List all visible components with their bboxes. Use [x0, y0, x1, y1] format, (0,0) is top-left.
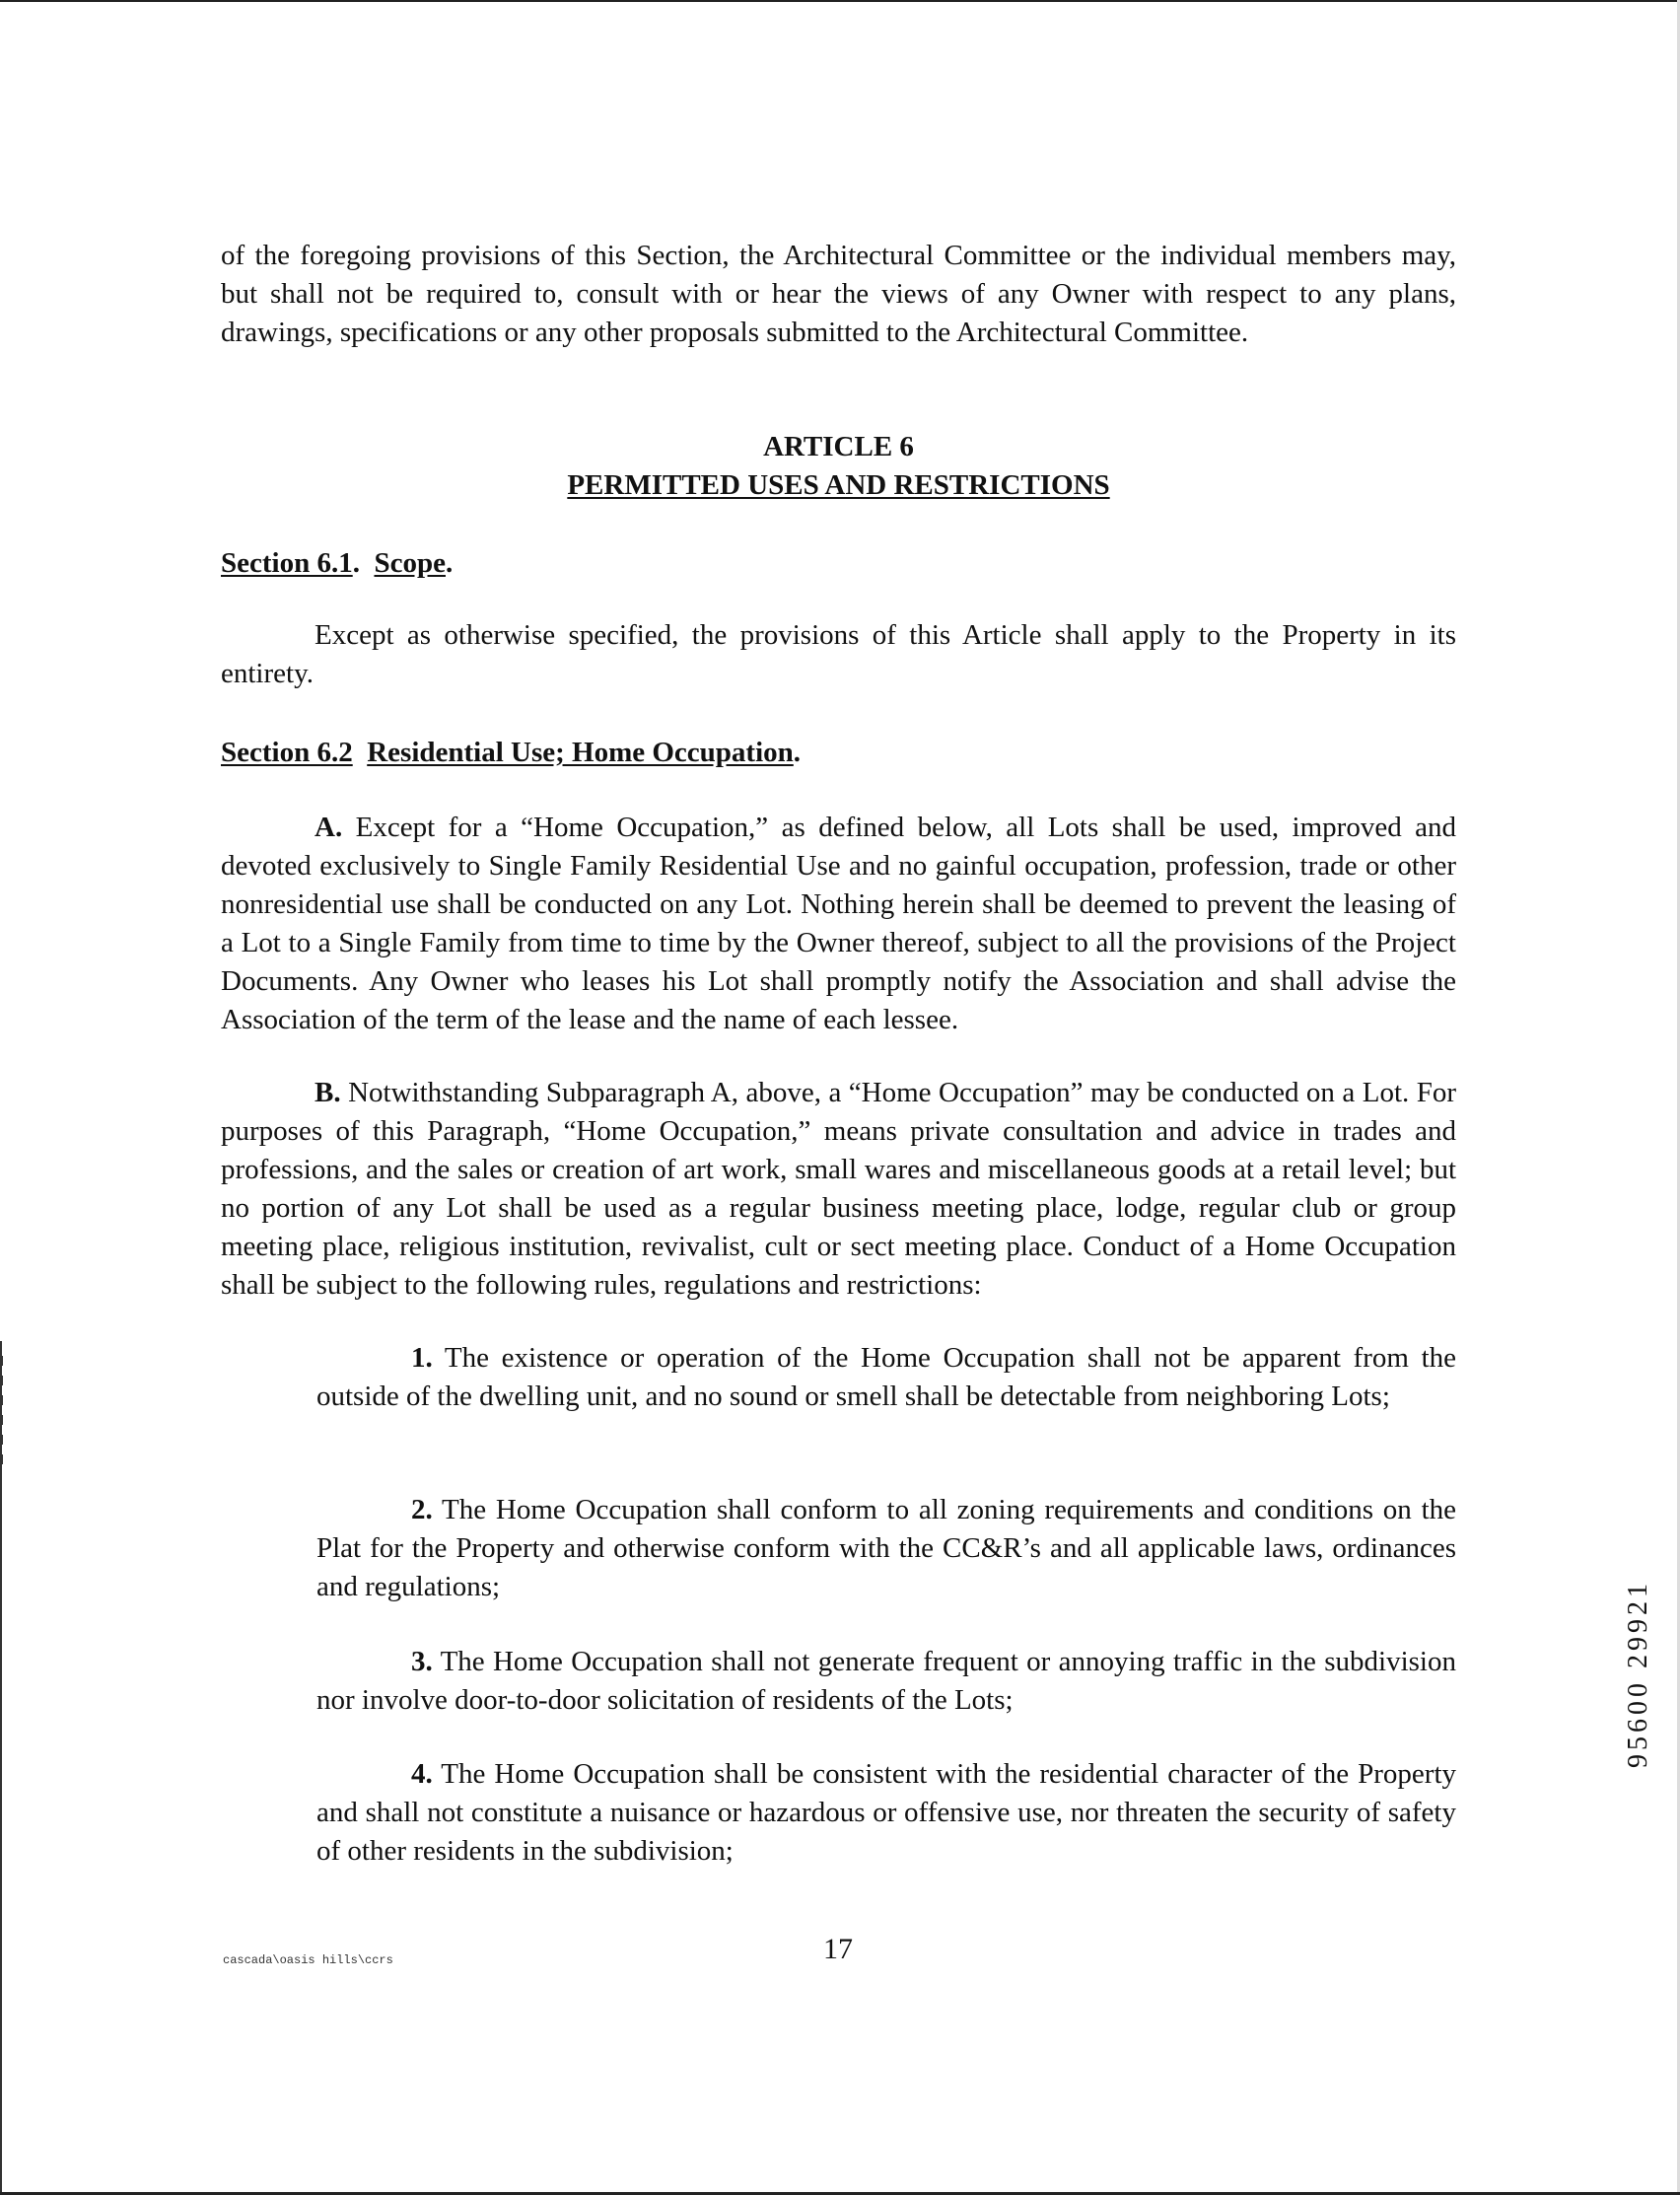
article-title — [221, 466, 1456, 505]
list-item-2-label: 2. — [411, 1494, 433, 1525]
footer-file-path: cascada\oasis hills\ccrs — [223, 1953, 393, 1967]
section-6-2-heading: Section 6.2 Residential Use; Home Occupation. — [221, 737, 802, 768]
list-item-2 — [316, 1491, 1456, 1606]
list-item-4-label: 4. — [411, 1758, 433, 1790]
list-item-4 — [316, 1755, 1456, 1871]
scan-left-dash-marks — [0, 1356, 3, 1474]
section-6-2-para-b — [221, 1074, 1456, 1305]
article-number: ARTICLE 6 — [763, 431, 914, 462]
list-item-3 — [316, 1643, 1456, 1720]
list-item-1 — [316, 1339, 1456, 1416]
section-6-1-body: Except as otherwise specified, the provisions of this Article shall apply to the Property in its entirety. — [221, 619, 1456, 689]
list-item-1-label: 1. — [411, 1342, 433, 1374]
section-6-2-title: Residential Use; Home Occupation — [367, 737, 794, 768]
list-item-2-text: The Home Occupation shall conform to all zoning requirements and conditions on the Plat for the Property and otherwise conform with the CC&R’s and all applicable laws, ordinances and regulations; — [316, 1494, 1456, 1602]
intro-paragraph: of the foregoing provisions of this Section, the Architectural Committee or the individual members may, but shall not be required to, consult with or hear the views of any Owner with respect to any plans, drawings, specifications or any other proposals submitted to the Architectural Committee. — [221, 240, 1456, 348]
scan-top-border — [0, 0, 1680, 2]
list-item-1-text: The existence or operation of the Home Occupation shall not be apparent from the outside of the dwelling unit, and no sound or smell shall be detectable from neighboring Lots; — [316, 1342, 1456, 1412]
list-item-3-label: 3. — [411, 1646, 433, 1677]
list-item-3-text: The Home Occupation shall not generate frequent or annoying traffic in the subdivision nor involve door-to-door solicitation of residents of the Lots; — [316, 1646, 1456, 1716]
section-6-2-number: Section 6.2 — [221, 737, 353, 768]
section-6-1-number: Section 6.1 — [221, 547, 353, 579]
page-number: 17 — [823, 1933, 853, 1965]
para-b-label: B. — [315, 1077, 341, 1108]
section-6-1-title: Scope — [374, 547, 446, 579]
para-a-label: A. — [315, 812, 343, 843]
recording-stamp: 95600 29921 — [1623, 1580, 1653, 1768]
section-6-2-para-a — [221, 809, 1456, 1039]
para-b-text: Notwithstanding Subparagraph A, above, a “Home Occupation” may be conducted on a Lot. For purposes of this Paragraph, “Home Occupation,” means private consultation and advice in trades and professions, and the sales or creation of art work, small wares and miscellaneous goods at a retail level; but no portion of any Lot shall be used as a regular business meeting place, lodge, regular club or group meeting place, religious institution, revivalist, cult or sect meeting place. Conduct of a Home Occupation shall be subject to the following rules, regulations and restrictions: — [221, 1077, 1457, 1301]
list-item-4-text: The Home Occupation shall be consistent with the residential character of the Property and shall not constitute a nuisance or hazardous or offensive use, nor threaten the security of safety of other residents in the subdivision; — [316, 1758, 1457, 1867]
para-a-text: Except for a “Home Occupation,” as defined below, all Lots shall be used, improved and devoted exclusively to Single Family Residential Use and no gainful occupation, profession, trade or other nonresidential use shall be conducted on any Lot. Nothing herein shall be deemed to prevent the leasing of a Lot to a Single Family from time to time by the Owner thereof, subject to all the provisions of the Project Documents. Any Owner who leases his Lot shall promptly notify the Association and shall advise the Association of the term of the lease and the name of each lessee. — [221, 812, 1457, 1035]
section-6-1-heading: Section 6.1. Scope. — [221, 547, 454, 579]
article-title-text: PERMITTED USES AND RESTRICTIONS — [567, 469, 1110, 501]
